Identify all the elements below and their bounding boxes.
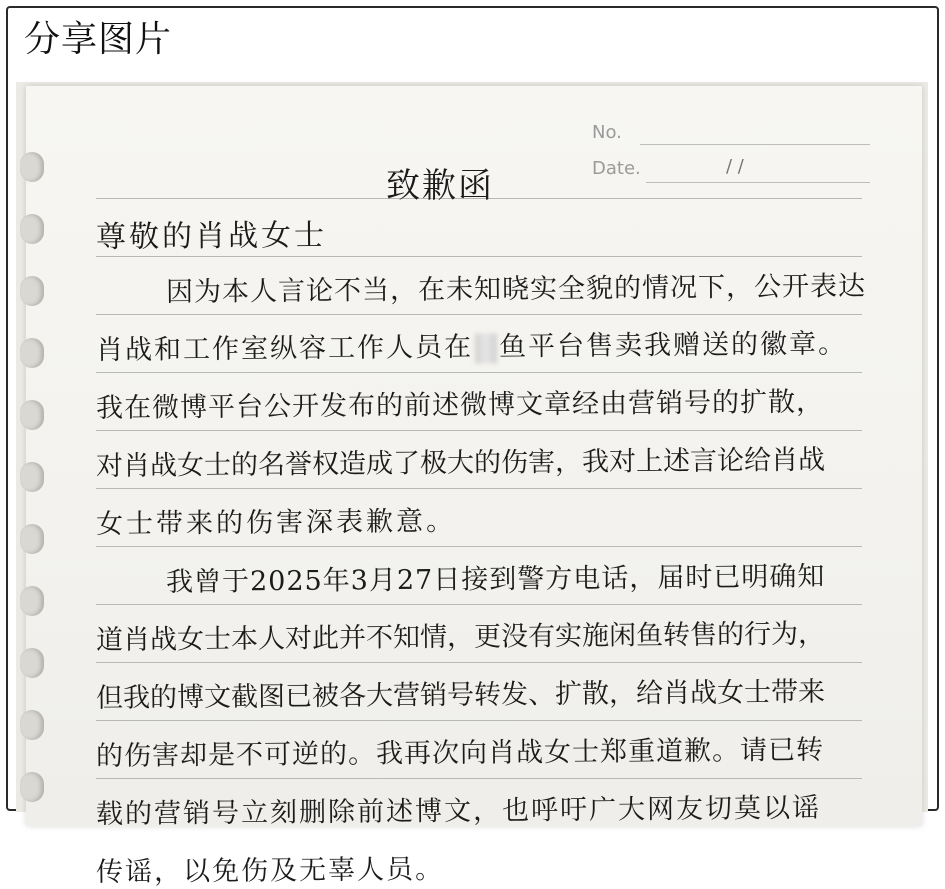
letter-line: 但我的博文截图已被各大营销号转发、扩散，给肖战女士带来 [95,676,826,714]
ruled-line [96,372,862,373]
letter-line-part: 肖战和工作室纵容工作人员在 [95,331,474,366]
ruled-line [96,662,862,663]
ruled-line [96,604,862,605]
letter-salutation: 尊敬的肖战女士 [95,217,328,255]
binder-hole [20,338,44,368]
letter-line-with-redaction [96,321,847,367]
binder-hole [20,648,44,678]
letter-line-part: 鱼平台售卖我赠送的徽章。 [498,328,848,363]
binder-hole [20,276,44,306]
ruled-line [96,488,862,489]
shared-photo[interactable] [16,82,928,888]
letter-line: 的伤害却是不可逆的。我再次向肖战女士郑重道歉。请已转 [95,734,825,772]
ruled-line [96,546,862,547]
binder-hole [20,400,44,430]
letter-line: 道肖战女士本人对此并不知情，更没有实施闲鱼转售的行为， [95,618,826,656]
binder-hole [20,772,44,802]
notebook-page [26,86,922,888]
letter-line: 女士带来的伤害深表歉意。 [95,505,457,540]
letter-line: 对肖战女士的名誉权造成了极大的伤害，我对上述言论给肖战 [95,444,826,482]
binder-holes [20,152,50,812]
date-slashes: / / [726,156,744,177]
no-rule [640,144,870,145]
share-image-dialog [6,6,939,888]
date-label: Date. [592,158,641,179]
letter-line: 我曾于2025年3月27日接到警方电话，届时已明确知 [165,561,826,598]
no-label: No. [592,122,622,143]
binder-hole [20,586,44,616]
date-rule [646,182,870,183]
redaction-blur [475,333,497,363]
ruled-line [96,430,862,431]
ruled-line [96,720,862,721]
letter-line: 我在微博平台公开发布的前述微博文章经由营销号的扩散， [95,386,825,424]
letter-line: 载的营销号立刻删除前述博文，也呼吁广大网友切莫以谣 [95,792,822,830]
binder-hole [20,214,44,244]
binder-hole [20,524,44,554]
ruled-line [96,314,862,315]
letter-line: 传谣，以免伤及无辜人员。 [95,853,445,888]
binder-hole [20,462,44,492]
binder-hole [20,152,44,182]
letter-title: 致歉函 [386,166,494,206]
ruled-line [96,778,862,779]
binder-hole [20,710,44,740]
letter-line: 因为本人言论不当，在未知晓实全貌的情况下，公开表达 [165,270,867,308]
ruled-line [96,256,862,257]
dialog-title: 分享图片 [24,19,173,60]
